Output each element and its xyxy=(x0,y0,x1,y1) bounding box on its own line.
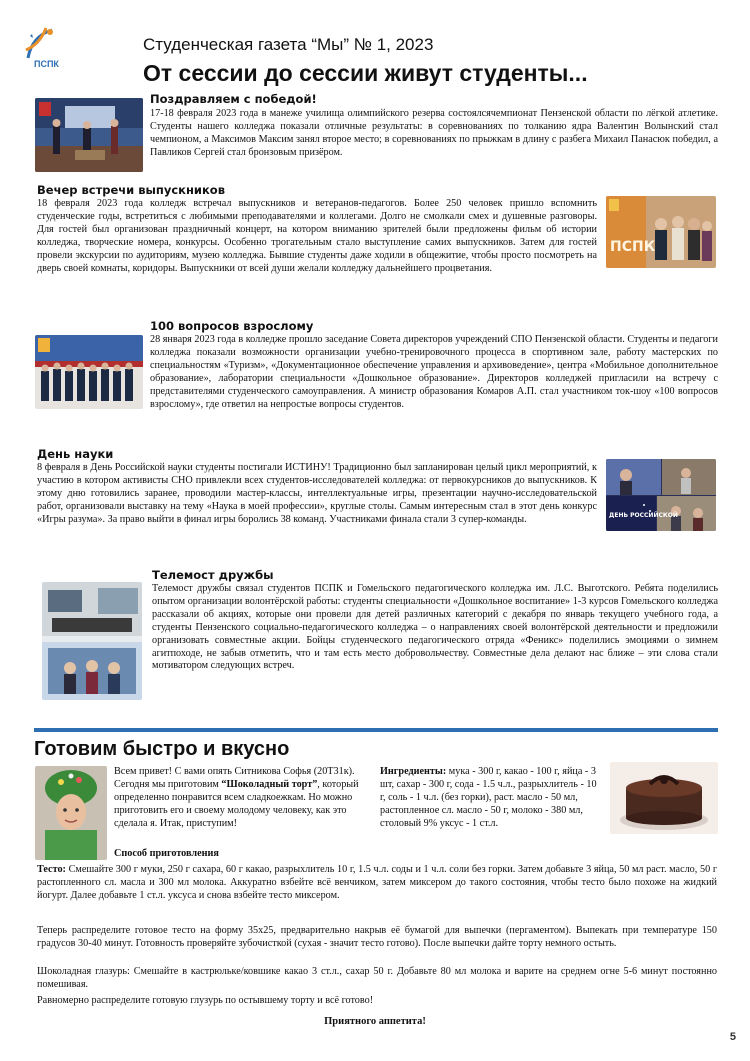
finish-instructions: Равномерно распределите готовую глузурь по остывшему торту и всё готово! xyxy=(37,995,374,1006)
article-text: Телемост дружбы связал студентов ПСПК и Гомельского педагогического колледжа им. Л.С. Выготского. Ребята поделились опытом организации волонтёрской работы: студенты специальности «Дошкольное воспитание» 1-3 курсов Гомельского колледжа рассказали об акциях, которые они провели для детей различных категорий с декабря по январь текущего учебного года, а студенты Пензенского социально-педагогического колледжа – о направлениях своей волонтёрской деятельности и предложили организовать совместные акции. Бойцы студенческого педагогического отряда «Феникс» поделились эмоциями о зимнем агитпоходе, не забыв отметить, что и там есть место добровольчеству. Совместные дела делают нас ближе – эти слова стали мотиватором следующих встреч. xyxy=(152,583,718,672)
method-label: Способ приготовления xyxy=(114,848,219,859)
page-number: 5 xyxy=(729,1031,736,1043)
college-logo xyxy=(22,24,62,70)
article-title: 100 вопросов взрослому xyxy=(150,319,314,333)
author-photo xyxy=(35,766,107,860)
telebridge-photo xyxy=(42,582,142,700)
svg-text:ПСПК: ПСПК xyxy=(610,239,656,255)
chocolate-cake-photo xyxy=(610,762,718,834)
alumni-photo xyxy=(606,196,716,268)
athletics-photo xyxy=(35,98,143,172)
closing-wish: Приятного аппетита! xyxy=(324,1016,426,1027)
directors-council-photo xyxy=(35,335,143,409)
baking-instructions: Теперь распределите готовое тесто на форму 35х25, предварительно накрыв её бумагой для выпечки (пергаментом). Выпекать при температуре 150 градусов 30-40 минут. Готовность проверяйте зубочисткой (сухая - значит тесто готово). После выпечки дайте торту немного остыть. xyxy=(37,925,717,949)
dough-instructions: Тесто: Смешайте 300 г муки, 250 г сахара, 60 г какао, разрыхлитель 10 г, 1.5 ч.л. соды и 1 ч.л. соли без горки. Затем добавьте 3 яйца, 50 мл раст. масло, 50 г растопленного сл. масла и 300 мл молока. Аккуратно взбейте всё венчиком, затем миксером до такого состояния, чтобы тесто было похоже на жидкий йогурт. Далее добавьте 1 ст.л. уксуса и снова взбейте тесто миксером. xyxy=(37,864,717,901)
issue-title: Студенческая газета “Мы” № 1, 2023 xyxy=(143,35,434,54)
ingredients-list: Ингредиенты: мука - 300 г, какао - 100 г, яйца - 3 шт, сахар - 300 г, сода - 1.5 ч.л., разрыхлитель - 10 г, соль - 1 ч.л. (без горки), раст. масло - 50 мл, растопленное сл. масло - 50 г, молоко - 380 мл, столовый 9% уксус - 1 ст.л. xyxy=(380,766,597,829)
logo-text: ПСПК xyxy=(34,59,59,69)
science-day-collage xyxy=(606,459,716,531)
section-divider xyxy=(34,728,718,732)
article-text: 8 февраля в День Российской науки студенты постигали ИСТИНУ! Традиционно был запланирован целый цикл мероприятий, к участию в котором активисты СНО привлекли всех студентов-исследователей колледжа: от первокурсников до выпускников. К этому дню готовились заранее, проводили мастер-классы, интеллектуальные игры, презентации научно-исследовательской работ, организовали выставку на тему «Наука в моей профессии», круглые столы. Самым интересным стал в этот день конкурс «Игры разума». За право выйти в финал игры боролись 38 команд. Участниками финала стали 3 супер-команды. xyxy=(37,462,597,525)
article-title: Вечер встречи выпускников xyxy=(37,183,225,197)
recipe-intro: Всем привет! С вами опять Ситникова Софья (20Т31к). Сегодня мы приготовим “Шоколадный торт”, который определенно понравится всем сладкоежкам. Но можно приготовить его и своему молодому человеку, как это сделала я. Итак, приступим! xyxy=(114,766,359,829)
article-text: 28 января 2023 года в колледже прошло заседание Совета директоров учреждений СПО Пензенской области. Студенты и педагоги колледжа показали возможности организации учебно-тренировочного процесса в спортивном зале, работу мастерских по специальностям «Туризм», «Документационное обеспечение управления и архивоведение», центра «Мобильное дополнительное образование», лаборатории специальности «Дошкольное образование». Директоров колледжей пригласили на встречу с представителями студенческого самоуправления. А министр образования Комаров А.П. стал участником ток-шоу «100 вопросов взрослому», где ответил на непростые вопросы студентов. xyxy=(150,334,718,410)
science-day-caption: ДЕНЬ РОССИЙСКОЙ xyxy=(609,512,678,519)
recipe-heading: Готовим быстро и вкусно xyxy=(34,738,290,760)
glaze-instructions: Шоколадная глазурь: Смешайте в кастрюльке/ковшике какао 3 ст.л., сахар 50 г. Добавьте 80 мл молока и варите на среднем огне 5-6 минут постоянно помешивая. xyxy=(37,966,717,990)
article-text: 18 февраля 2023 года колледж встречал выпускников и ветеранов-педагогов. Более 250 человек пришло вспомнить студенческие годы, встретиться с любимыми преподавателями и коллегами. Долго не смолкали смех и душевные разговоры. Для гостей был организован праздничный концерт, на котором вниманию зрителей были предложены фильм об истории колледжа, творческие номера, конкурсы. Особенно трогательным стало выступление самих выпускников. Затем для гостей провели экскурсии по аудиториям, музею колледжа. Бывшие студенты даже ходили в общежитие, чтобы просто посмотреть на дверь своей комнаты, коридоры. Выпускники от всей души желали колледжу дальнейшего процветания. xyxy=(37,198,597,274)
article-title: День науки xyxy=(37,447,114,461)
page-headline: От сессии до сессии живут студенты... xyxy=(143,60,588,86)
article-text: 17-18 февраля 2023 года в манеже училища олимпийского резерва состоялсячемпионат Пензенской области по лёгкой атлетике. Студенты нашего колледжа показали отличные результаты: в соревнованиях по толканию ядра Валентин Волынский стал чемпионом, а Максимов Максим занял второе место; в соревнованиях по прыжкам в длину с разбега Михаил Панасюк победил, а Павликов Сергей стал бронзовым призёром. xyxy=(150,108,718,158)
article-title: Поздравляем с победой! xyxy=(150,92,317,106)
article-title: Телемост дружбы xyxy=(152,568,274,582)
